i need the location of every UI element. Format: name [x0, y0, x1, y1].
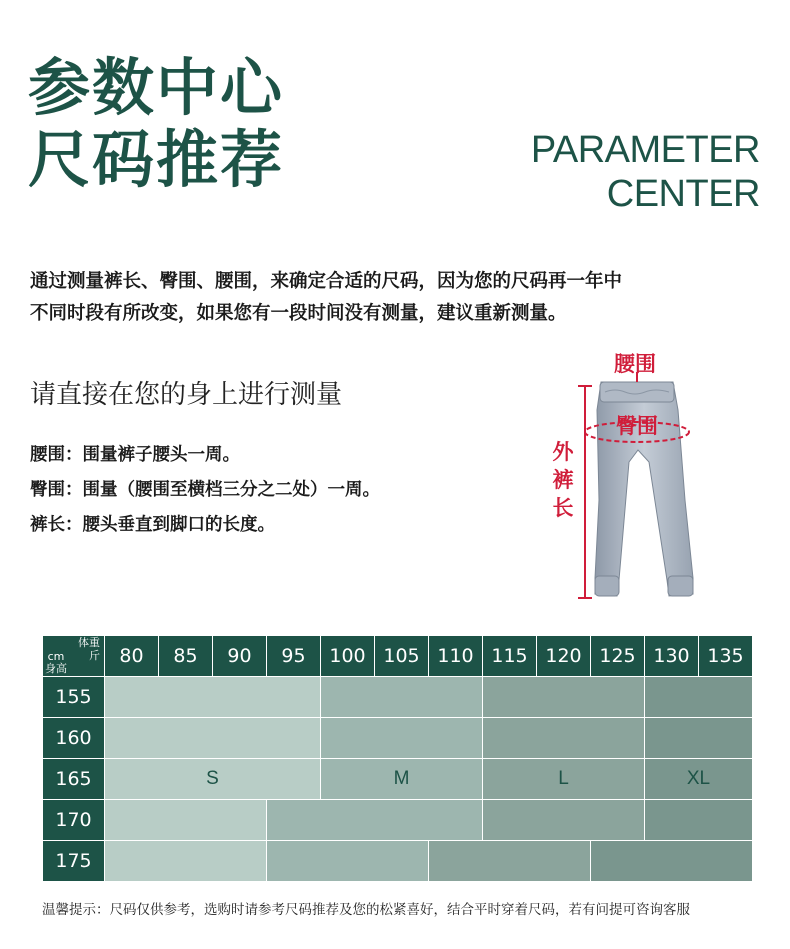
- size-xl-label: XL: [645, 759, 753, 800]
- size-s-area: [105, 841, 267, 882]
- height-cell: 165: [43, 759, 105, 800]
- waist-label: 腰围: [614, 352, 656, 376]
- height-row-170: [43, 800, 753, 841]
- height-row-155: [43, 677, 753, 718]
- size-l-area: [483, 718, 645, 759]
- size-m-area: [321, 677, 483, 718]
- weight-cell: 80: [105, 636, 159, 677]
- weight-cell: 95: [267, 636, 321, 677]
- title-line-2: 尺码推荐: [28, 123, 285, 196]
- measure-list: [30, 438, 380, 543]
- weight-cell: 135: [699, 636, 753, 677]
- title-line-1: 参数中心: [28, 51, 285, 124]
- corner-weight: 体重 斤: [78, 636, 100, 662]
- length-label: 外裤长: [552, 440, 574, 520]
- tip-note: 温馨提示：尺码仅供参考，选购时请参考尺码推荐及您的松紧喜好，结合平时穿着尺码，若有问提可咨询客服: [42, 902, 690, 918]
- measure-item-hip: [30, 473, 380, 508]
- weight-cell: 90: [213, 636, 267, 677]
- size-m-area: [267, 841, 429, 882]
- height-cell: 160: [43, 718, 105, 759]
- measure-subtitle: 请直接在您的身上进行测量: [30, 380, 343, 410]
- measure-item-waist: [30, 438, 380, 473]
- weight-cell: 85: [159, 636, 213, 677]
- measure-desc: 腰头垂直到脚口的长度。: [82, 515, 275, 535]
- weight-cell: 115: [483, 636, 537, 677]
- weight-cell: 105: [375, 636, 429, 677]
- waistband-icon: [600, 382, 674, 402]
- size-xl-area: [645, 677, 753, 718]
- weight-header-row: [43, 636, 753, 677]
- weight-cell: 100: [321, 636, 375, 677]
- measure-desc: 围量裤子腰头一周。: [82, 445, 240, 465]
- size-m-area: [267, 800, 483, 841]
- height-cell: 175: [43, 841, 105, 882]
- size-l-label: L: [483, 759, 645, 800]
- size-l-area: [429, 841, 591, 882]
- intro-line-1: 通过测量裤长、臀围、腰围，来确定合适的尺码，因为您的尺码再一年中: [30, 271, 623, 292]
- title-en-line-1: PARAMETER: [530, 129, 760, 171]
- size-l-area: [483, 677, 645, 718]
- measure-label: 腰围：: [30, 445, 83, 465]
- height-row-165: [43, 759, 753, 800]
- size-xl-area: [645, 800, 753, 841]
- height-row-175: [43, 841, 753, 882]
- weight-cell: 110: [429, 636, 483, 677]
- size-s-area: [105, 677, 321, 718]
- height-row-160: [43, 718, 753, 759]
- page-title: [28, 52, 284, 196]
- size-xl-area: [591, 841, 753, 882]
- measure-label: 臀围：: [30, 480, 83, 500]
- corner-height: cm 身高: [45, 650, 67, 675]
- weight-cell: 125: [591, 636, 645, 677]
- size-s-area: [105, 718, 321, 759]
- size-xl-area: [645, 718, 753, 759]
- weight-cell: 120: [537, 636, 591, 677]
- measure-desc: 围量（腰围至横档三分之二处）一周。: [82, 480, 380, 500]
- measure-label: 裤长：: [30, 515, 83, 535]
- title-en-line-2: CENTER: [606, 173, 760, 215]
- intro-text: [30, 266, 770, 330]
- weight-cell: 130: [645, 636, 699, 677]
- height-cell: 170: [43, 800, 105, 841]
- size-table: [42, 635, 753, 882]
- table-corner: [43, 636, 105, 677]
- page-title-english: [531, 128, 760, 216]
- size-s-label: S: [105, 759, 321, 800]
- size-m-label: M: [321, 759, 483, 800]
- hip-label: 臀围: [616, 414, 658, 438]
- intro-line-2: 不同时段有所改变，如果您有一段时间没有测量，建议重新测量。: [30, 303, 567, 324]
- size-m-area: [321, 718, 483, 759]
- measure-item-length: [30, 508, 380, 543]
- height-cell: 155: [43, 677, 105, 718]
- size-l-area: [483, 800, 645, 841]
- size-s-area: [105, 800, 267, 841]
